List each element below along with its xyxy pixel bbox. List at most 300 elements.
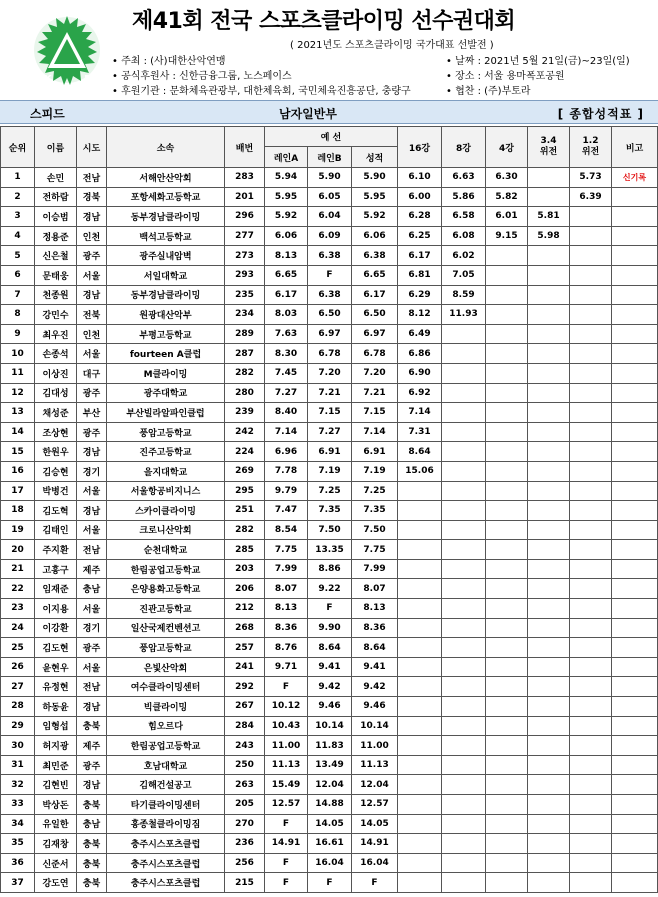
bib-cell: 295	[225, 481, 265, 501]
note-cell	[612, 520, 658, 540]
info-supporters: • 후원기관 : 문화체육관광부, 대한체육회, 국민체육진흥공단, 충량구	[112, 86, 411, 97]
round8-cell	[442, 618, 486, 638]
final-cell: 6.39	[570, 187, 612, 207]
region-cell: 경남	[77, 697, 107, 717]
lane-b-cell: 14.05	[308, 814, 352, 834]
bib-cell: 263	[225, 775, 265, 795]
team-cell: 백석고등학교	[107, 226, 225, 246]
name-cell: 고흥구	[35, 559, 77, 579]
lane-a-cell: F	[265, 853, 308, 873]
table-row	[1, 736, 658, 756]
bib-cell: 234	[225, 305, 265, 325]
lane-a-cell: 5.92	[265, 207, 308, 227]
round4-cell	[486, 697, 528, 717]
third-place-cell	[528, 187, 570, 207]
final-cell	[570, 638, 612, 658]
third-place-cell	[528, 775, 570, 795]
lane-b-cell: 6.38	[308, 246, 352, 266]
col-name: 이름	[35, 127, 77, 168]
bib-cell: 251	[225, 501, 265, 521]
team-cell: 힘오르다	[107, 716, 225, 736]
lane-b-cell: 7.35	[308, 501, 352, 521]
qual-result-cell: 12.57	[352, 795, 398, 815]
name-cell: 채성준	[35, 403, 77, 423]
region-cell: 제주	[77, 736, 107, 756]
final-cell	[570, 481, 612, 501]
table-row	[1, 520, 658, 540]
note-cell	[612, 579, 658, 599]
bib-cell: 241	[225, 657, 265, 677]
third-place-cell	[528, 873, 570, 893]
lane-b-cell: 6.05	[308, 187, 352, 207]
col-region: 시도	[77, 127, 107, 168]
round8-cell	[442, 481, 486, 501]
name-cell: 김현빈	[35, 775, 77, 795]
rank-cell: 9	[1, 324, 35, 344]
lane-b-cell: 9.41	[308, 657, 352, 677]
round4-cell	[486, 442, 528, 462]
team-cell: 은양용화고등학교	[107, 579, 225, 599]
note-cell	[612, 344, 658, 364]
qual-result-cell: 12.04	[352, 775, 398, 795]
region-cell: 서울	[77, 520, 107, 540]
lane-a-cell: 8.13	[265, 246, 308, 266]
name-cell: 이상진	[35, 363, 77, 383]
region-cell: 전남	[77, 677, 107, 697]
table-row	[1, 324, 658, 344]
lane-b-cell: 6.09	[308, 226, 352, 246]
table-row	[1, 246, 658, 266]
team-cell: M클라이밍	[107, 363, 225, 383]
lane-b-cell: 5.90	[308, 168, 352, 188]
lane-b-cell: 12.04	[308, 775, 352, 795]
round16-cell	[398, 520, 442, 540]
round4-cell: 5.82	[486, 187, 528, 207]
final-cell	[570, 383, 612, 403]
third-place-cell	[528, 285, 570, 305]
note-cell	[612, 422, 658, 442]
team-cell: 일산국제컨벤션고	[107, 618, 225, 638]
round4-cell	[486, 853, 528, 873]
bib-cell: 243	[225, 736, 265, 756]
name-cell: 천종원	[35, 285, 77, 305]
lane-a-cell: 8.07	[265, 579, 308, 599]
round4-cell	[486, 461, 528, 481]
final-cell	[570, 795, 612, 815]
final-cell	[570, 559, 612, 579]
round4-cell	[486, 559, 528, 579]
table-row	[1, 422, 658, 442]
round4-cell	[486, 422, 528, 442]
name-cell: 강도연	[35, 873, 77, 893]
lane-b-cell: 7.25	[308, 481, 352, 501]
name-cell: 유일한	[35, 814, 77, 834]
page-subtitle: ( 2021년도 스포츠클라이밍 국가대표 선발전 )	[290, 40, 494, 51]
note-cell	[612, 265, 658, 285]
round16-cell	[398, 736, 442, 756]
bib-cell: 285	[225, 540, 265, 560]
round8-cell	[442, 461, 486, 481]
qual-result-cell: 7.99	[352, 559, 398, 579]
round16-cell: 7.14	[398, 403, 442, 423]
team-cell: 순천대학교	[107, 540, 225, 560]
team-cell: 광주대학교	[107, 383, 225, 403]
third-place-cell	[528, 716, 570, 736]
region-cell: 광주	[77, 638, 107, 658]
round4-cell	[486, 736, 528, 756]
qual-result-cell: 7.35	[352, 501, 398, 521]
round8-cell	[442, 383, 486, 403]
bib-cell: 242	[225, 422, 265, 442]
round4-cell	[486, 501, 528, 521]
lane-a-cell: 10.12	[265, 697, 308, 717]
round16-cell	[398, 540, 442, 560]
round16-cell: 6.92	[398, 383, 442, 403]
round8-cell	[442, 657, 486, 677]
info-host: • 주최 : (사)대한산악연맹	[112, 56, 226, 67]
qual-result-cell: 11.00	[352, 736, 398, 756]
rank-cell: 18	[1, 501, 35, 521]
third-place-cell	[528, 540, 570, 560]
note-cell	[612, 697, 658, 717]
rank-cell: 21	[1, 559, 35, 579]
lane-a-cell: 7.75	[265, 540, 308, 560]
table-row	[1, 383, 658, 403]
round8-cell: 6.08	[442, 226, 486, 246]
final-cell	[570, 755, 612, 775]
rank-cell: 32	[1, 775, 35, 795]
bib-cell: 212	[225, 599, 265, 619]
rank-cell: 23	[1, 599, 35, 619]
qual-result-cell: 6.78	[352, 344, 398, 364]
rank-cell: 24	[1, 618, 35, 638]
final-cell	[570, 599, 612, 619]
name-cell: 김대성	[35, 383, 77, 403]
lane-a-cell: 6.96	[265, 442, 308, 462]
bib-cell: 282	[225, 520, 265, 540]
third-place-cell	[528, 599, 570, 619]
note-cell	[612, 501, 658, 521]
event-info-right	[446, 54, 630, 99]
round4-cell	[486, 383, 528, 403]
note-cell	[612, 305, 658, 325]
round4-cell	[486, 814, 528, 834]
round4-cell	[486, 246, 528, 266]
round16-cell: 6.28	[398, 207, 442, 227]
team-cell: 서울항공비지니스	[107, 481, 225, 501]
final-cell	[570, 873, 612, 893]
round4-cell	[486, 618, 528, 638]
round8-cell	[442, 520, 486, 540]
round8-cell	[442, 736, 486, 756]
round4-cell	[486, 344, 528, 364]
rank-cell: 22	[1, 579, 35, 599]
table-row	[1, 265, 658, 285]
note-cell: 신기록	[612, 168, 658, 188]
table-row	[1, 657, 658, 677]
round8-cell	[442, 775, 486, 795]
name-cell: 박상돈	[35, 795, 77, 815]
table-row	[1, 755, 658, 775]
round16-cell: 6.90	[398, 363, 442, 383]
table-row	[1, 795, 658, 815]
round16-cell: 8.12	[398, 305, 442, 325]
rank-cell: 27	[1, 677, 35, 697]
region-cell: 충북	[77, 873, 107, 893]
round8-cell: 8.59	[442, 285, 486, 305]
third-place-cell	[528, 755, 570, 775]
final-cell	[570, 716, 612, 736]
note-cell	[612, 873, 658, 893]
final-cell	[570, 775, 612, 795]
third-place-cell	[528, 461, 570, 481]
round16-cell	[398, 481, 442, 501]
rank-cell: 13	[1, 403, 35, 423]
table-row	[1, 187, 658, 207]
team-cell: 부산빌라알파인클럽	[107, 403, 225, 423]
lane-b-cell: 13.35	[308, 540, 352, 560]
qual-result-cell: 16.04	[352, 853, 398, 873]
note-cell	[612, 814, 658, 834]
round4-cell: 9.15	[486, 226, 528, 246]
final-cell	[570, 520, 612, 540]
lane-a-cell: F	[265, 677, 308, 697]
round4-cell	[486, 755, 528, 775]
table-row	[1, 618, 658, 638]
rank-cell: 10	[1, 344, 35, 364]
final-cell	[570, 363, 612, 383]
rank-cell: 26	[1, 657, 35, 677]
division-label: 남자일반부	[279, 107, 337, 121]
team-cell: 홍종철클라이밍짐	[107, 814, 225, 834]
final-cell	[570, 657, 612, 677]
qual-result-cell: 8.13	[352, 599, 398, 619]
team-cell: 빅클라이밍	[107, 697, 225, 717]
team-cell: 풍암고등학교	[107, 638, 225, 658]
qual-result-cell: 6.97	[352, 324, 398, 344]
team-cell: 진관고등학교	[107, 599, 225, 619]
qual-result-cell: 7.75	[352, 540, 398, 560]
lane-a-cell: 8.30	[265, 344, 308, 364]
region-cell: 제주	[77, 559, 107, 579]
third-place-cell	[528, 579, 570, 599]
info-date: • 날짜 : 2021년 5월 21일(금)~23일(일)	[446, 56, 630, 67]
name-cell: 김재창	[35, 834, 77, 854]
lane-b-cell: 6.38	[308, 285, 352, 305]
rank-cell: 14	[1, 422, 35, 442]
rank-cell: 11	[1, 363, 35, 383]
round16-cell	[398, 873, 442, 893]
third-place-cell	[528, 677, 570, 697]
rank-cell: 29	[1, 716, 35, 736]
lane-a-cell: 11.13	[265, 755, 308, 775]
third-place-cell	[528, 246, 570, 266]
round16-cell	[398, 579, 442, 599]
round16-cell: 6.10	[398, 168, 442, 188]
round8-cell	[442, 540, 486, 560]
lane-a-cell: 8.13	[265, 599, 308, 619]
note-cell	[612, 226, 658, 246]
team-cell: 원광대산악부	[107, 305, 225, 325]
round8-cell: 5.86	[442, 187, 486, 207]
lane-b-cell: 6.78	[308, 344, 352, 364]
lane-b-cell: 16.04	[308, 853, 352, 873]
rank-cell: 31	[1, 755, 35, 775]
region-cell: 경남	[77, 501, 107, 521]
qual-result-cell: 14.91	[352, 834, 398, 854]
round4-cell	[486, 795, 528, 815]
name-cell: 강민수	[35, 305, 77, 325]
bib-cell: 289	[225, 324, 265, 344]
team-cell: 서일대학교	[107, 265, 225, 285]
region-cell: 광주	[77, 383, 107, 403]
rank-cell: 33	[1, 795, 35, 815]
bib-cell: 235	[225, 285, 265, 305]
rank-cell: 1	[1, 168, 35, 188]
third-place-cell	[528, 344, 570, 364]
round4-cell	[486, 363, 528, 383]
info-venue: • 장소 : 서울 용마폭포공원	[446, 71, 565, 82]
name-cell: 윤현우	[35, 657, 77, 677]
kaf-logo-icon	[32, 12, 102, 88]
rank-cell: 36	[1, 853, 35, 873]
team-cell: 한림공업고등학교	[107, 736, 225, 756]
table-row	[1, 579, 658, 599]
table-row	[1, 697, 658, 717]
bib-cell: 292	[225, 677, 265, 697]
round16-cell	[398, 795, 442, 815]
round16-cell	[398, 677, 442, 697]
table-row	[1, 834, 658, 854]
round8-cell	[442, 442, 486, 462]
rank-cell: 37	[1, 873, 35, 893]
col-round16: 16강	[398, 127, 442, 168]
round4-cell: 6.01	[486, 207, 528, 227]
third-place-cell	[528, 559, 570, 579]
page-header	[0, 0, 658, 100]
name-cell: 유정현	[35, 677, 77, 697]
final-cell	[570, 265, 612, 285]
col-lane-b: 레인B	[308, 147, 352, 168]
region-cell: 충남	[77, 814, 107, 834]
qual-result-cell: 6.17	[352, 285, 398, 305]
name-cell: 신준서	[35, 853, 77, 873]
final-cell	[570, 501, 612, 521]
third-place-cell	[528, 265, 570, 285]
region-cell: 경남	[77, 775, 107, 795]
round4-cell	[486, 873, 528, 893]
note-cell	[612, 638, 658, 658]
third-place-cell	[528, 736, 570, 756]
lane-a-cell: 12.57	[265, 795, 308, 815]
discipline-label: 스피드	[30, 107, 65, 121]
name-cell: 손종석	[35, 344, 77, 364]
lane-a-cell: 7.14	[265, 422, 308, 442]
rank-cell: 6	[1, 265, 35, 285]
round4-cell	[486, 834, 528, 854]
round16-cell: 6.81	[398, 265, 442, 285]
round16-cell: 8.64	[398, 442, 442, 462]
round4-cell	[486, 579, 528, 599]
round8-cell	[442, 579, 486, 599]
lane-a-cell: 11.00	[265, 736, 308, 756]
note-cell	[612, 755, 658, 775]
name-cell: 김태인	[35, 520, 77, 540]
event-info-left	[112, 54, 411, 99]
third-place-cell	[528, 657, 570, 677]
team-cell: 충주시스포츠클럽	[107, 853, 225, 873]
region-cell: 서울	[77, 599, 107, 619]
table-row	[1, 873, 658, 893]
team-cell: 서해안산악회	[107, 168, 225, 188]
round8-cell	[442, 677, 486, 697]
round4-cell	[486, 305, 528, 325]
round4-cell	[486, 265, 528, 285]
qual-result-cell: 5.90	[352, 168, 398, 188]
rank-cell: 5	[1, 246, 35, 266]
team-cell: 포항세화고등학교	[107, 187, 225, 207]
name-cell: 손민	[35, 168, 77, 188]
round16-cell	[398, 618, 442, 638]
third-place-cell	[528, 501, 570, 521]
final-cell	[570, 834, 612, 854]
page-title: 제41회 전국 스포츠클라이밍 선수권대회	[132, 9, 516, 34]
final-cell	[570, 403, 612, 423]
report-type-label: [ 종합성적표 ]	[557, 107, 644, 121]
lane-b-cell: 9.90	[308, 618, 352, 638]
third-place-cell: 5.81	[528, 207, 570, 227]
region-cell: 경북	[77, 187, 107, 207]
note-cell	[612, 853, 658, 873]
bib-cell: 270	[225, 814, 265, 834]
bib-cell: 268	[225, 618, 265, 638]
bib-cell: 267	[225, 697, 265, 717]
third-place-cell	[528, 618, 570, 638]
third-place-cell	[528, 168, 570, 188]
final-cell	[570, 324, 612, 344]
bib-cell: 277	[225, 226, 265, 246]
name-cell: 김도현	[35, 638, 77, 658]
col-qual-result: 성적	[352, 147, 398, 168]
final-cell	[570, 226, 612, 246]
round8-cell	[442, 324, 486, 344]
note-cell	[612, 461, 658, 481]
third-place-cell	[528, 305, 570, 325]
qual-result-cell: 11.13	[352, 755, 398, 775]
round4-cell	[486, 520, 528, 540]
bib-cell: 280	[225, 383, 265, 403]
rank-cell: 4	[1, 226, 35, 246]
table-row	[1, 207, 658, 227]
lane-b-cell: 8.86	[308, 559, 352, 579]
region-cell: 충남	[77, 579, 107, 599]
lane-a-cell: 15.49	[265, 775, 308, 795]
third-place-cell	[528, 481, 570, 501]
name-cell: 하동윤	[35, 697, 77, 717]
note-cell	[612, 834, 658, 854]
note-cell	[612, 285, 658, 305]
rank-cell: 35	[1, 834, 35, 854]
round4-cell: 6.30	[486, 168, 528, 188]
third-place-cell	[528, 638, 570, 658]
lane-b-cell: 7.15	[308, 403, 352, 423]
lane-a-cell: F	[265, 873, 308, 893]
round8-cell	[442, 755, 486, 775]
lane-b-cell: 16.61	[308, 834, 352, 854]
round16-cell	[398, 599, 442, 619]
lane-b-cell: 9.42	[308, 677, 352, 697]
rank-cell: 8	[1, 305, 35, 325]
